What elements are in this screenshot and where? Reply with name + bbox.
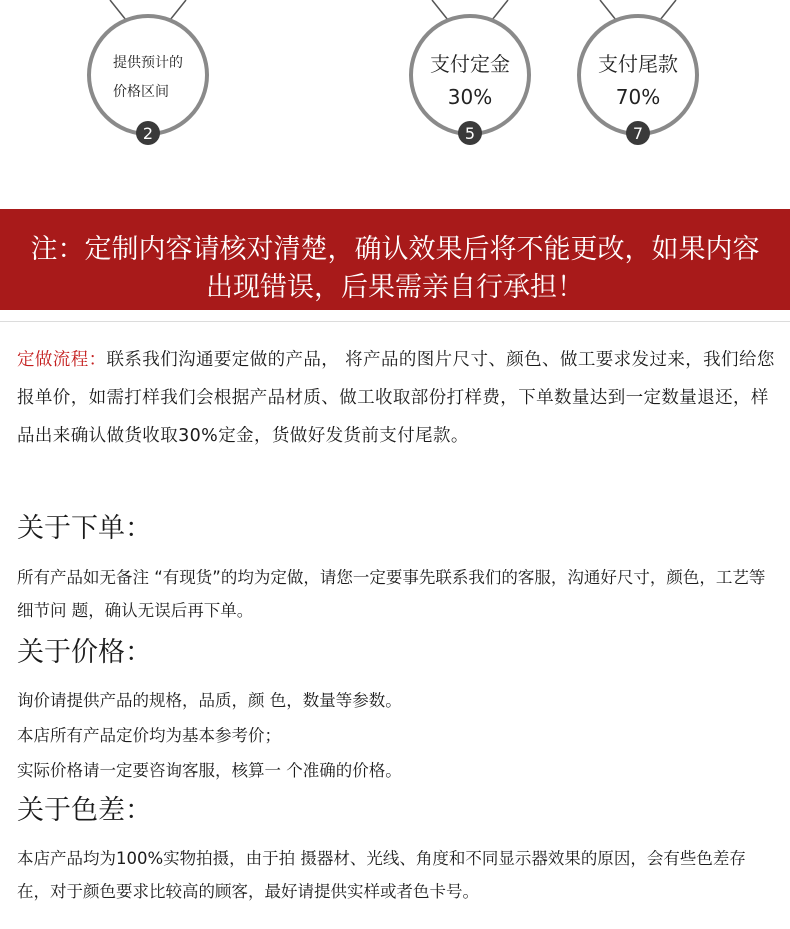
order-text: 所有产品如无备注 “有现货”的均为定做，请您一定要事先联系我们的客服，沟通好尺寸，颜色，工艺等细节问 题，确认无误后再下单。 [17, 568, 766, 620]
step-7-number: 7 [632, 124, 644, 143]
process-steps [0, 0, 790, 200]
step-2-line1: 提供预计的 [113, 55, 183, 71]
price-line-2: 本店所有产品定价均为基本参考价； [17, 726, 281, 745]
color-text: 本店产品均为100%实物拍摄，由于拍 摄器材、光线、角度和不同显示器效果的原因，会有些色差存在，对于颜色要求比较高的顾客，最好请提供实样或者色卡号。 [17, 849, 746, 901]
step-2-line2: 价格区间 [113, 84, 169, 100]
process-paragraph [17, 341, 777, 455]
step-5-line2: 30% [447, 85, 493, 109]
notice-line-1: 注：定制内容请核对清楚，确认效果后将不能更改，如果内容 [30, 234, 760, 265]
step-2 [89, 0, 207, 145]
step-7 [579, 0, 697, 145]
price-line-3: 实际价格请一定要咨询客服，核算一 个准确的价格。 [17, 761, 402, 780]
divider [0, 321, 790, 322]
price-heading: 关于价格： [17, 637, 152, 668]
step-5 [411, 0, 529, 145]
step-5-line1: 支付定金 [430, 52, 510, 76]
price-line-1: 询价请提供产品的规格，品质，颜 色，数量等参数。 [17, 691, 402, 710]
step-7-line2: 70% [615, 85, 661, 109]
color-heading: 关于色差： [17, 795, 152, 826]
process-label: 定做流程： [17, 350, 107, 370]
step-2-number: 2 [142, 124, 154, 143]
order-heading: 关于下单： [17, 513, 152, 544]
step-7-line1: 支付尾款 [598, 52, 678, 76]
step-5-number: 5 [464, 124, 476, 143]
process-text: 联系我们沟通要定做的产品， 将产品的图片尺寸、颜色、做工要求发过来，我们给您报单价，如需打样我们会根据产品材质、做工收取部份打样费，下单数量达到一定数量退还，样品出来确认做货收取30%定金，货做好发货前支付尾款。 [17, 350, 775, 446]
notice-line-2: 出现错误，后果需亲自行承担！ [206, 272, 584, 303]
